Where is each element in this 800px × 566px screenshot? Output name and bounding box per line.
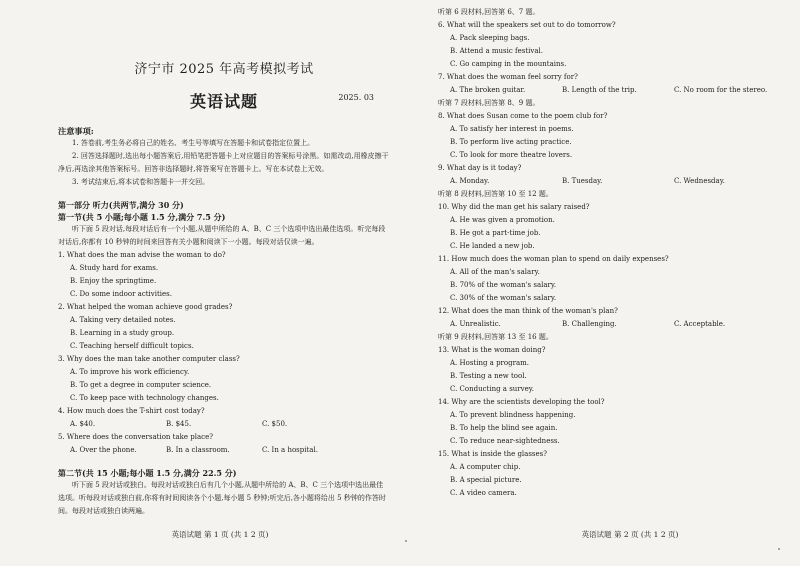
option-8c: C. To look for more theatre lovers. [450, 151, 573, 159]
part1-heading: 第一部分 听力(共两节,满分 30 分) [58, 200, 184, 210]
question-10: 10. Why did the man get his salary raised? [438, 203, 590, 211]
option-15a: A. A computer chip. [450, 463, 521, 471]
option-1b: B. Enjoy the springtime. [70, 277, 157, 285]
options-row-5 [70, 444, 390, 457]
option-9a: A. Monday. [450, 177, 490, 185]
option-15b: B. A special picture. [450, 476, 522, 484]
option-13b: B. Testing a new tool. [450, 372, 527, 380]
option-14b: B. To help the blind see again. [450, 424, 558, 432]
option-7b: B. Length of the trip. [562, 86, 637, 94]
option-5b: B. In a classroom. [166, 446, 230, 454]
option-10b: B. He got a part-time job. [450, 229, 541, 237]
scan-speck [405, 540, 407, 542]
page-footer-1: 英语试题 第 1 页 (共 1 2 页) [171, 530, 269, 539]
option-12a: A. Unrealistic. [450, 320, 501, 328]
option-2a: A. Taking very detailed notes. [70, 316, 176, 324]
option-9b: B. Tuesday. [562, 177, 603, 185]
option-15c: C. A video camera. [450, 489, 517, 497]
exam-date: 2025. 03 [338, 93, 374, 102]
option-11c: C. 30% of the woman's salary. [450, 294, 557, 302]
option-4c: C. $50. [262, 420, 288, 428]
question-13: 13. What is the woman doing? [438, 346, 546, 354]
option-2c: C. Teaching herself difficult topics. [70, 342, 194, 350]
notice-3: 3. 考试结束后,将本试卷和答题卡一并交回。 [72, 178, 210, 186]
options-row-9 [450, 175, 790, 188]
notice-heading: 注意事项: [58, 126, 94, 136]
option-10c: C. He landed a new job. [450, 242, 535, 250]
option-14c: C. To reduce near-sightedness. [450, 437, 560, 445]
question-2: 2. What helped the woman achieve good grades? [58, 303, 233, 311]
option-3b: B. To get a degree in computer science. [70, 381, 212, 389]
options-row-12 [450, 318, 790, 331]
question-5: 5. Where does the conversation take place? [58, 433, 213, 441]
option-13c: C. Conducting a survey. [450, 385, 535, 393]
option-1a: A. Study hard for exams. [70, 264, 159, 272]
question-14: 14. Why are the scientists developing the tool? [438, 398, 605, 406]
option-13a: A. Hosting a program. [450, 359, 529, 367]
option-9c: C. Wednesday. [674, 177, 725, 185]
question-9: 9. What day is it today? [438, 164, 522, 172]
option-8b: B. To perform live acting practice. [450, 138, 572, 146]
option-10a: A. He was given a promotion. [450, 216, 555, 224]
question-6: 6. What will the speakers set out to do tomorrow? [438, 21, 616, 29]
notice-2: 2. 回答选择题时,选出每小题答案后,用铅笔把答题卡上对应题目的答案标号涂黑。如需改动,用橡皮擦干净后,再选涂其他答案标号。回答非选择题时,将答案写在答题卡上。写在本试卷上无效。 [58, 152, 389, 173]
question-3: 3. Why does the man take another computer class? [58, 355, 240, 363]
option-11a: A. All of the man's salary. [450, 268, 540, 276]
option-4a: A. $40. [70, 420, 96, 428]
option-12b: B. Challenging. [562, 320, 617, 328]
exam-page-2 [400, 0, 800, 566]
option-7c: C. No room for the stereo. [674, 86, 768, 94]
page-footer-2: 英语试题 第 2 页 (共 1 2 页) [581, 530, 679, 539]
subject-name: 英语试题 [189, 92, 258, 111]
option-8a: A. To satisfy her interest in poems. [450, 125, 574, 133]
option-3a: A. To improve his work efficiency. [70, 368, 190, 376]
option-6a: A. Pack sleeping bags. [450, 34, 530, 42]
question-11: 11. How much does the woman plan to spend on daily expenses? [438, 255, 669, 263]
option-1c: C. Do some indoor activities. [70, 290, 172, 298]
scan-speck [778, 548, 780, 550]
section2-instructions: 听下面 5 段对话或独白。每段对话或独白后有几个小题,从题中所给的 A、B、C 三个选项中选出最佳选项。听每段对话或独白前,你将有时间阅读各个小题,每小题 5 秒钟;听完后,各小题将给出 5 秒钟的作答时间。每段对话或独白读两遍。 [58, 481, 386, 515]
option-12c: C. Acceptable. [674, 320, 726, 328]
option-5a: A. Over the phone. [70, 446, 137, 454]
material-8-label: 听第 8 段材料,回答第 10 至 12 题。 [438, 190, 553, 198]
option-6c: C. Go camping in the mountains. [450, 60, 567, 68]
question-15: 15. What is inside the glasses? [438, 450, 548, 458]
section2-heading: 第二节(共 15 小题;每小题 1.5 分,满分 22.5 分) [58, 468, 237, 478]
question-8: 8. What does Susan come to the poem club for? [438, 112, 608, 120]
exam-title: 济宁市 2025 年高考模拟考试 [134, 62, 314, 77]
section1-heading: 第一节(共 5 小题;每小题 1.5 分,满分 7.5 分) [58, 212, 226, 222]
option-5c: C. In a hospital. [262, 446, 318, 454]
options-row-4 [70, 418, 390, 431]
question-7: 7. What does the woman feel sorry for? [438, 73, 578, 81]
option-3c: C. To keep pace with technology changes. [70, 394, 219, 402]
subject-title [58, 89, 390, 112]
material-7-label: 听第 7 段材料,回答第 8、9 题。 [438, 99, 540, 107]
options-row-7 [450, 84, 790, 97]
material-6-label: 听第 6 段材料,回答第 6、7 题。 [438, 8, 540, 16]
question-1: 1. What does the man advise the woman to do? [58, 251, 226, 259]
material-9-label: 听第 9 段材料,回答第 13 至 16 题。 [438, 333, 553, 341]
option-11b: B. 70% of the woman's salary. [450, 281, 557, 289]
section1-instructions: 听下面 5 段对话,每段对话后有一个小题,从题中所给的 A、B、C 三个选项中选出最佳选项。听完每段对话后,你都有 10 秒钟的时间来回答有关小题和阅读下一小题。每段对话仅读一遍。 [58, 225, 386, 246]
option-6b: B. Attend a music festival. [450, 47, 543, 55]
option-14a: A. To prevent blindness happening. [450, 411, 576, 419]
question-12: 12. What does the man think of the woman's plan? [438, 307, 618, 315]
option-7a: A. The broken guitar. [450, 86, 526, 94]
option-4b: B. $45. [166, 420, 192, 428]
question-4: 4. How much does the T-shirt cost today? [58, 407, 205, 415]
notice-1: 1. 答卷前,考生务必将自己的姓名、考生号等填写在答题卡和试卷指定位置上。 [72, 139, 315, 147]
option-2b: B. Learning in a study group. [70, 329, 175, 337]
